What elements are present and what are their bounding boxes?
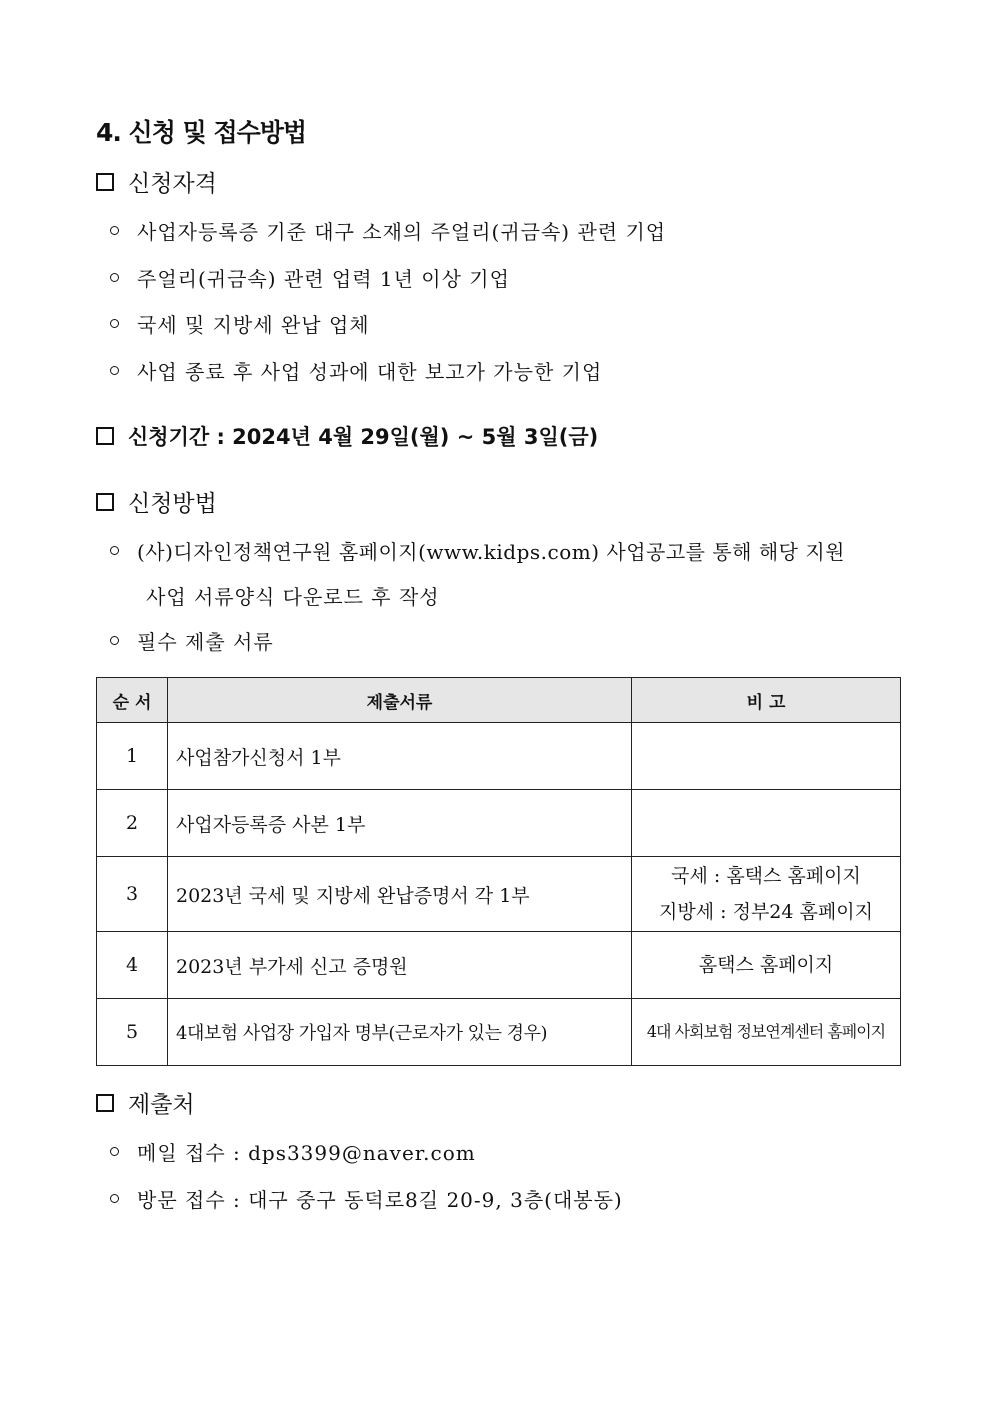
- table-header-row: [97, 678, 901, 723]
- row-note-line: 지방세 : 정부24 홈페이지: [659, 901, 873, 923]
- method-item-text: (사)디자인정책연구원 홈페이지(www.kidps.com) 사업공고를 통해 해당 지원: [137, 540, 845, 564]
- section-title: 4. 신청 및 접수방법: [96, 118, 307, 147]
- row-note: 4대 사회보험 정보연계센터 홈페이지: [632, 999, 901, 1066]
- bullet-circle-icon: [110, 1194, 119, 1203]
- table-row: [97, 723, 901, 790]
- required-documents-table: [96, 677, 901, 1066]
- bullet-circle-icon: [110, 636, 119, 645]
- row-number: 4: [97, 932, 168, 999]
- header-document: 제출서류: [168, 678, 632, 723]
- row-document: 사업참가신청서 1부: [168, 723, 632, 790]
- checkbox-square-icon: [96, 173, 114, 191]
- row-note-line: 국세 : 홈택스 홈페이지: [671, 865, 861, 887]
- row-number: 1: [97, 723, 168, 790]
- method-item: [110, 536, 845, 565]
- row-note: 홈택스 홈페이지: [632, 932, 901, 999]
- submit-item: [110, 1137, 476, 1166]
- row-number: 5: [97, 999, 168, 1066]
- row-note: [632, 723, 901, 790]
- table-row: [97, 932, 901, 999]
- eligibility-item-text: 사업자등록증 기준 대구 소재의 주얼리(귀금속) 관련 기업: [137, 220, 667, 244]
- row-document: 2023년 부가세 신고 증명원: [168, 932, 632, 999]
- row-document: 4대보험 사업장 가입자 명부(근로자가 있는 경우): [168, 999, 632, 1066]
- checkbox-square-icon: [96, 1094, 114, 1112]
- eligibility-item: [110, 263, 510, 292]
- row-document: 2023년 국세 및 지방세 완납증명서 각 1부: [168, 857, 632, 932]
- method-heading: [96, 485, 217, 518]
- submit-item-text: 메일 접수 : dps3399@naver.com: [137, 1141, 476, 1165]
- header-order: 순 서: [97, 678, 168, 723]
- eligibility-item: [110, 309, 370, 338]
- checkbox-square-icon: [96, 427, 114, 445]
- submit-heading: [96, 1086, 195, 1119]
- period-heading: [96, 421, 598, 451]
- method-item: [110, 626, 274, 655]
- bullet-circle-icon: [110, 546, 119, 555]
- bullet-circle-icon: [110, 1147, 119, 1156]
- method-heading-text: 신청방법: [128, 491, 217, 517]
- header-note: 비 고: [632, 678, 901, 723]
- submit-heading-text: 제출처: [128, 1092, 195, 1118]
- bullet-circle-icon: [110, 366, 119, 375]
- eligibility-heading: [96, 165, 217, 198]
- submit-item: [110, 1184, 623, 1213]
- row-note: [632, 857, 901, 932]
- bullet-circle-icon: [110, 273, 119, 282]
- row-document: 사업자등록증 사본 1부: [168, 790, 632, 857]
- eligibility-item-text: 사업 종료 후 사업 성과에 대한 보고가 가능한 기업: [137, 360, 603, 384]
- bullet-circle-icon: [110, 226, 119, 235]
- row-note: [632, 790, 901, 857]
- table-row: [97, 790, 901, 857]
- eligibility-heading-text: 신청자격: [128, 171, 217, 197]
- table-row: [97, 999, 901, 1066]
- row-number: 2: [97, 790, 168, 857]
- eligibility-item: [110, 216, 666, 245]
- checkbox-square-icon: [96, 493, 114, 511]
- eligibility-item-text: 주얼리(귀금속) 관련 업력 1년 이상 기업: [137, 267, 510, 291]
- eligibility-item: [110, 356, 602, 385]
- table-row: [97, 857, 901, 932]
- method-item-text: 필수 제출 서류: [137, 630, 274, 654]
- method-item-continuation: 사업 서류양식 다운로드 후 작성: [146, 585, 440, 609]
- row-number: 3: [97, 857, 168, 932]
- eligibility-item-text: 국세 및 지방세 완납 업체: [137, 313, 370, 337]
- bullet-circle-icon: [110, 319, 119, 328]
- submit-item-text: 방문 접수 : 대구 중구 동덕로8길 20-9, 3층(대봉동): [137, 1188, 623, 1212]
- period-heading-text: 신청기간 : 2024년 4월 29일(월) ~ 5월 3일(금): [128, 425, 599, 449]
